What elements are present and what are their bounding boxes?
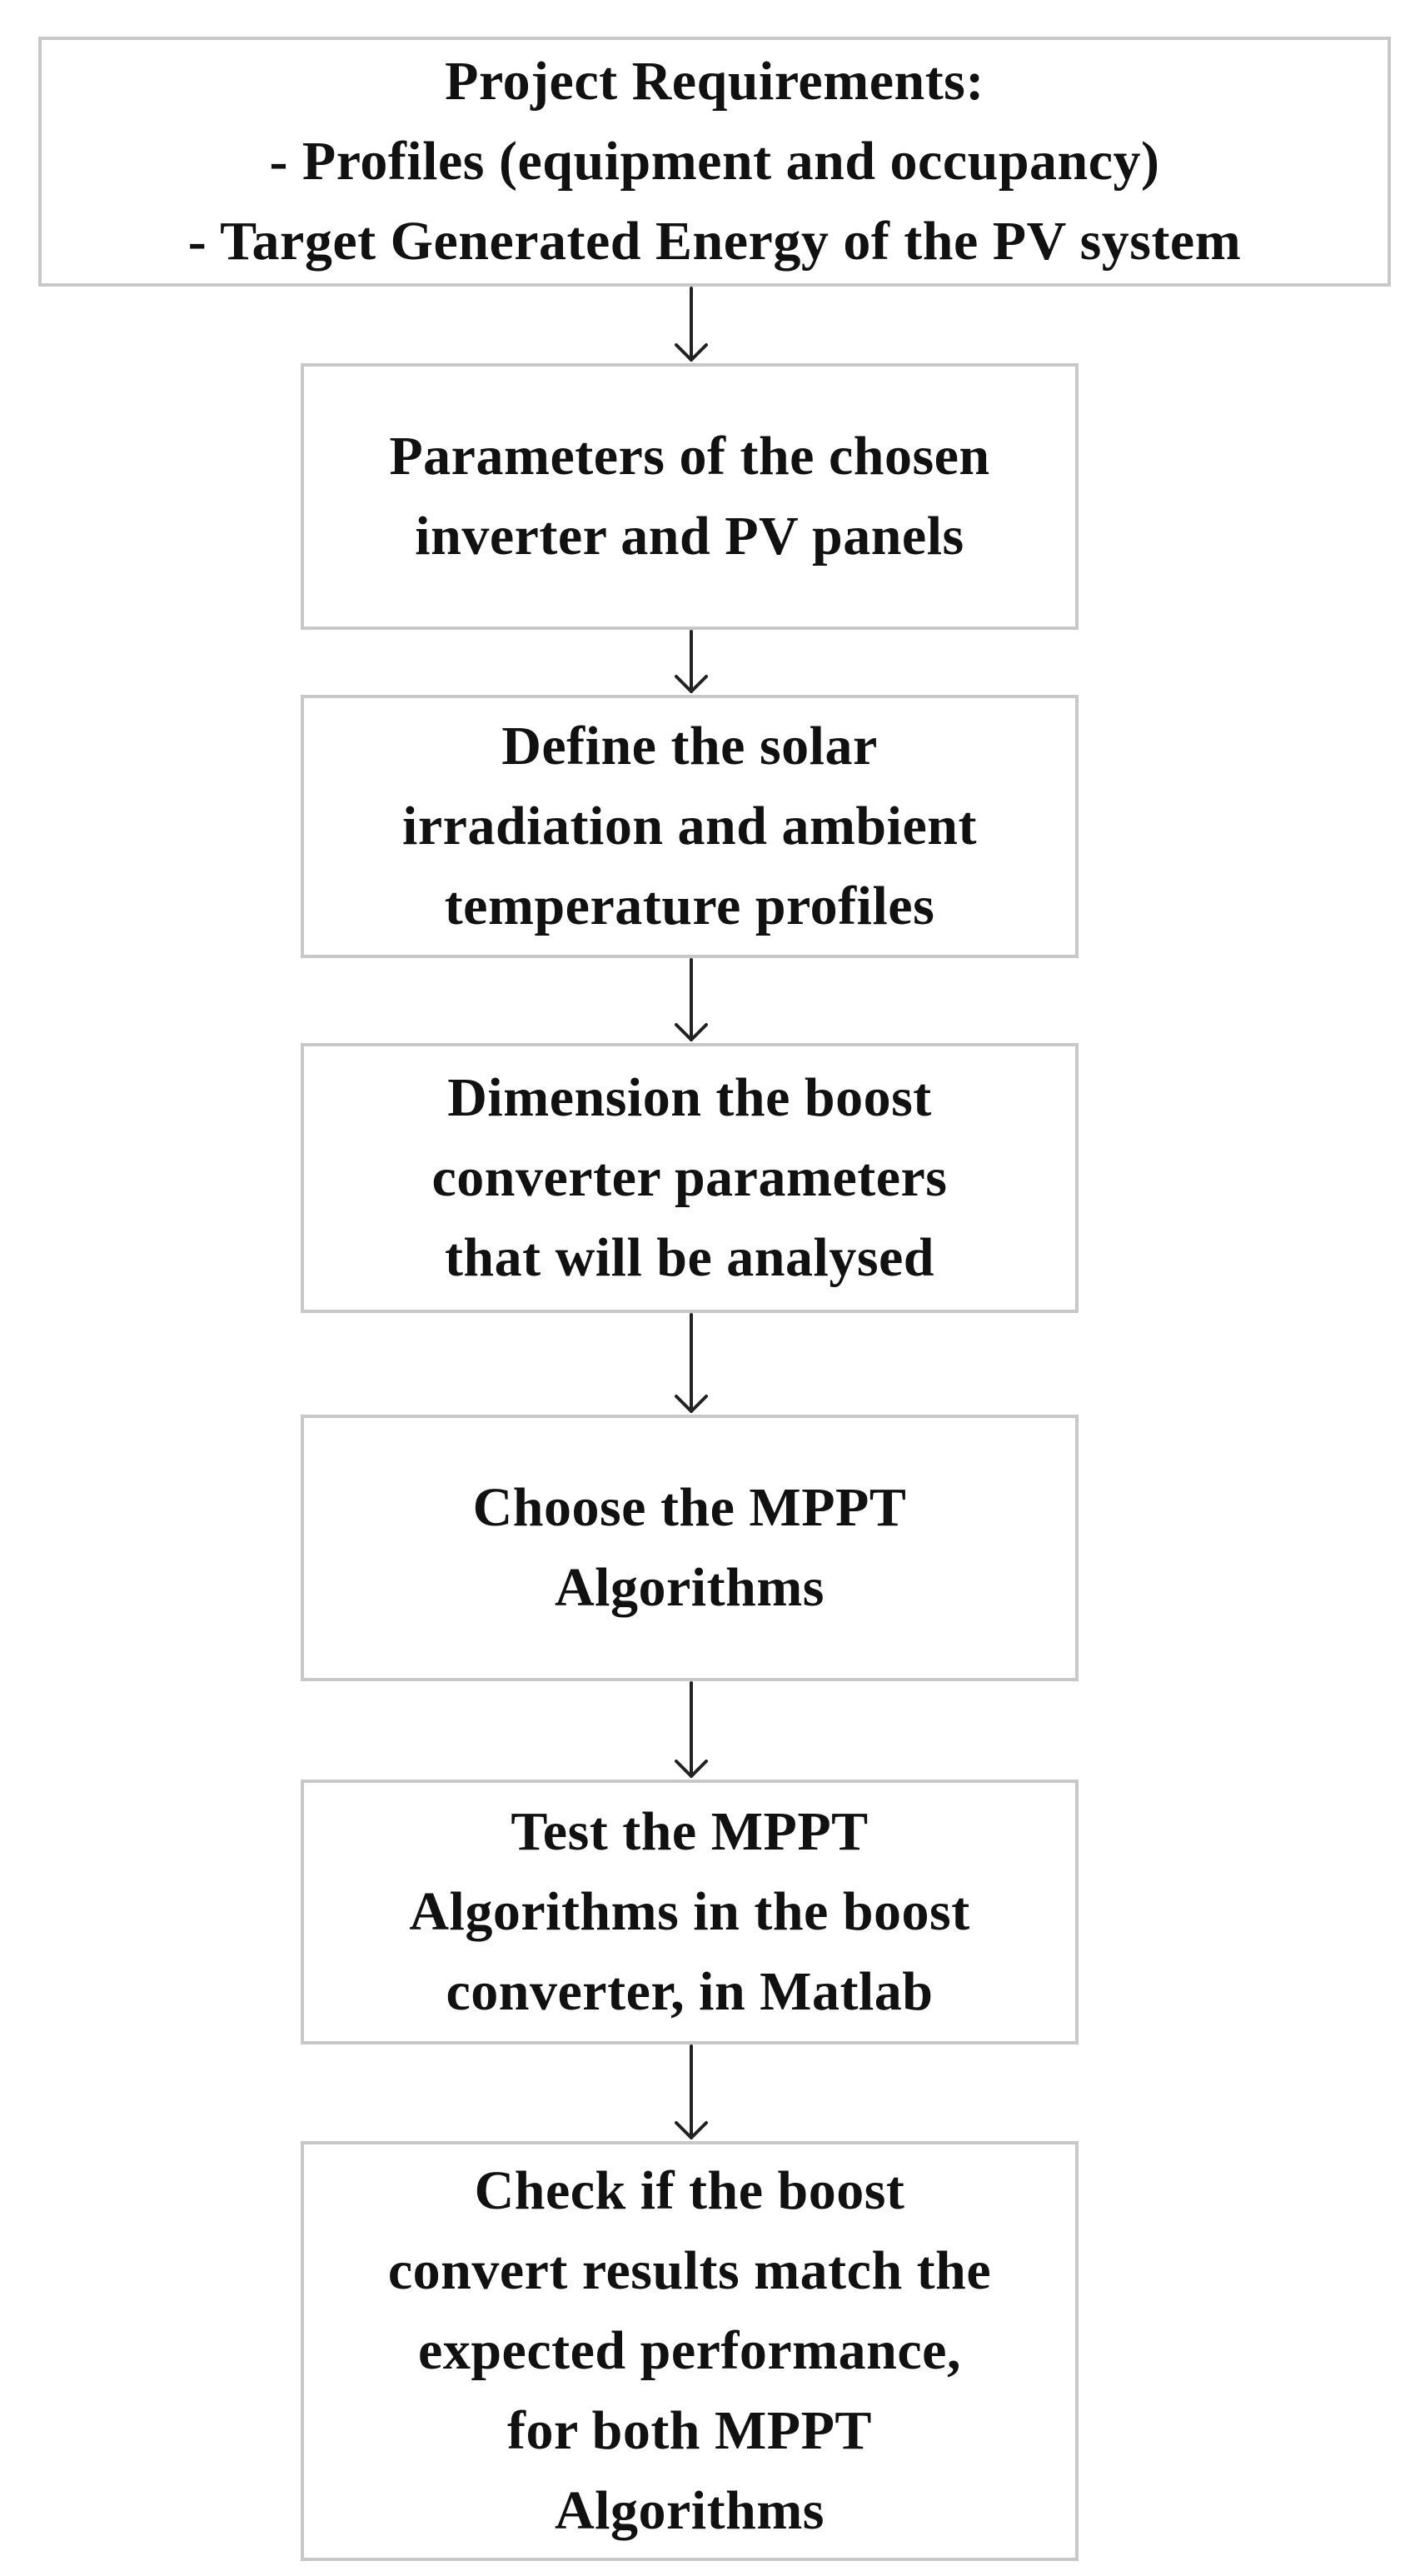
step-text-line: for both MPPT	[507, 2400, 872, 2461]
step-text-line: Algorithms	[555, 1557, 825, 1618]
step-text-line: Dimension the boost	[447, 1067, 932, 1128]
step-text-line: - Profiles (equipment and occupancy)	[269, 131, 1160, 192]
step-text-line: irradiation and ambient	[402, 796, 977, 856]
arrow-test-mppt-to-check-results	[676, 2046, 706, 2138]
step-text-line: Test the MPPT	[511, 1801, 869, 1862]
step-text-line: Define the solar	[501, 716, 878, 776]
step-text-line: Check if the boost	[474, 2160, 905, 2221]
arrow-dimension-to-choose-mppt	[676, 1315, 706, 1411]
step-text-line: Parameters of the chosen	[389, 426, 990, 487]
step-text-line: Choose the MPPT	[472, 1477, 907, 1538]
step-text-line: converter parameters	[431, 1147, 948, 1208]
step-text-line: Algorithms	[555, 2480, 825, 2541]
step-text-line: temperature profiles	[444, 876, 935, 936]
step-project-requirements	[38, 37, 1391, 287]
arrow-parameters-to-define-profiles	[676, 632, 706, 691]
arrow-choose-mppt-to-test-mppt	[676, 1683, 706, 1776]
step-dimension-boost	[301, 1043, 1079, 1313]
step-choose-mppt	[301, 1415, 1079, 1681]
arrow-define-profiles-to-dimension	[676, 960, 706, 1040]
step-parameters	[301, 363, 1079, 630]
arrow-requirements-to-parameters	[676, 288, 706, 360]
step-test-mppt	[301, 1780, 1079, 2044]
step-text-line: convert results match the	[387, 2240, 992, 2301]
step-text-line: expected performance,	[418, 2320, 961, 2381]
step-text-line: - Target Generated Energy of the PV system	[187, 211, 1242, 272]
step-define-profiles	[301, 695, 1079, 958]
step-text-line: that will be analysed	[444, 1227, 935, 1288]
step-text-line: Project Requirements:	[445, 51, 984, 112]
step-check-results	[301, 2141, 1079, 2561]
step-text-line: inverter and PV panels	[415, 506, 964, 567]
step-text-line: converter, in Matlab	[446, 1961, 934, 2022]
step-text-line: Algorithms in the boost	[409, 1881, 970, 1942]
